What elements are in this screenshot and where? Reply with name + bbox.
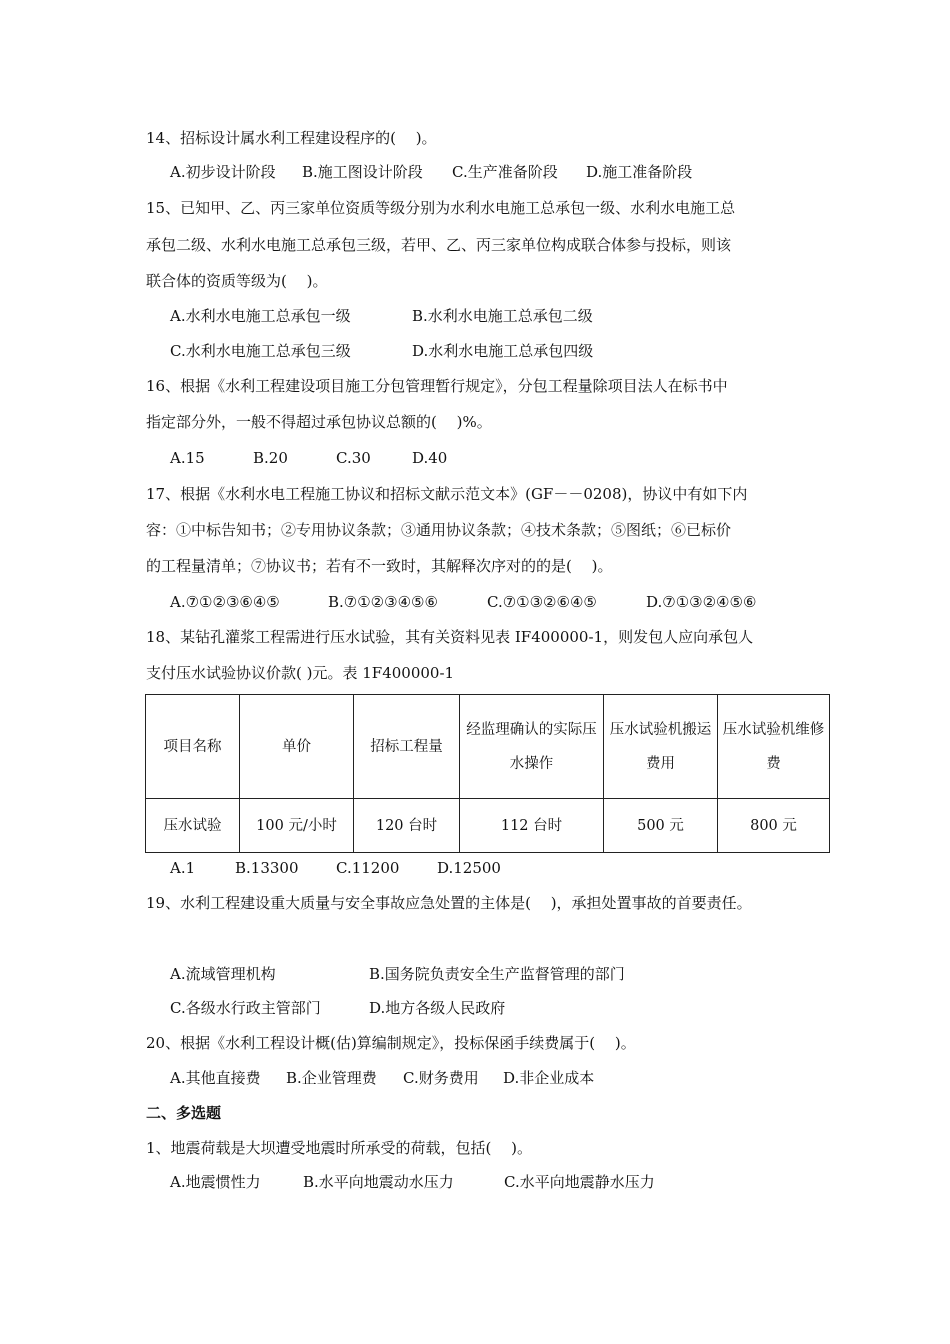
q19-option-c: C.各级水行政主管部门 bbox=[170, 999, 321, 1017]
table-header-cell: 经监理确认的实际压水操作 bbox=[460, 695, 604, 799]
section-heading-multiple-choice: 二、多选题 bbox=[146, 1104, 222, 1122]
q17-option-a: A.⑦①②③⑥④⑤ bbox=[170, 593, 280, 611]
s2q1-option-b: B.水平向地震动水压力 bbox=[303, 1173, 454, 1191]
question-16-stem-line-2: 指定部分外，一般不得超过承包协议总额的( )%。 bbox=[146, 413, 492, 431]
s2q1-option-a: A.地震惯性力 bbox=[170, 1173, 261, 1191]
q16-option-c: C.30 bbox=[336, 449, 371, 467]
q17-option-c: C.⑦①③②⑥④⑤ bbox=[487, 593, 597, 611]
q18-option-b: B.13300 bbox=[235, 859, 299, 877]
question-20-stem: 20、根据《水利工程设计概(估)算编制规定》，投标保函手续费属于( )。 bbox=[146, 1034, 636, 1052]
table-header-cell: 压水试验机维修费 bbox=[718, 695, 830, 799]
question-17-stem-line-2: 容：①中标告知书；②专用协议条款；③通用协议条款；④技术条款；⑤图纸；⑥已标价 bbox=[146, 521, 732, 539]
table-cell: 100 元/小时 bbox=[240, 799, 354, 853]
q18-option-c: C.11200 bbox=[336, 859, 400, 877]
question-14-stem: 14、招标设计属水利工程建设程序的( )。 bbox=[146, 129, 437, 147]
q19-option-b: B.国务院负责安全生产监督管理的部门 bbox=[369, 965, 625, 983]
q14-option-d: D.施工准备阶段 bbox=[586, 163, 693, 181]
question-16-stem-line-1: 16、根据《水利工程建设项目施工分包管理暂行规定》，分包工程量除项目法人在标书中 bbox=[146, 377, 728, 395]
q16-option-b: B.20 bbox=[253, 449, 288, 467]
table-cell: 500 元 bbox=[604, 799, 718, 853]
q16-option-a: A.15 bbox=[170, 449, 205, 467]
q14-option-a: A.初步设计阶段 bbox=[170, 163, 276, 181]
table-header-cell: 招标工程量 bbox=[354, 695, 460, 799]
q15-option-a: A.水利水电施工总承包一级 bbox=[170, 307, 351, 325]
table-cell: 压水试验 bbox=[146, 799, 240, 853]
q17-option-b: B.⑦①②③④⑤⑥ bbox=[328, 593, 438, 611]
question-15-stem-line-1: 15、已知甲、乙、丙三家单位资质等级分别为水利水电施工总承包一级、水利水电施工总 bbox=[146, 199, 736, 217]
q20-option-c: C.财务费用 bbox=[403, 1069, 479, 1087]
s2q1-option-c: C.水平向地震静水压力 bbox=[504, 1173, 655, 1191]
question-15-stem-line-2: 承包二级、水利水电施工总承包三级，若甲、乙、丙三家单位构成联合体参与投标，则该 bbox=[146, 236, 732, 254]
question-17-stem-line-1: 17、根据《水利水电工程施工协议和招标文献示范文本》(GF－－0208)，协议中有如下内 bbox=[146, 485, 748, 503]
table-header-row bbox=[146, 695, 830, 799]
q20-option-d: D.非企业成本 bbox=[503, 1069, 595, 1087]
question-18-stem-line-1: 18、某钻孔灌浆工程需进行压水试验，其有关资料见表 IF400000-1，则发包人应向承包人 bbox=[146, 628, 754, 646]
q16-option-d: D.40 bbox=[412, 449, 448, 467]
table-row bbox=[146, 799, 830, 853]
question-19-stem: 19、水利工程建设重大质量与安全事故应急处置的主体是( )，承担处置事故的首要责任。 bbox=[146, 894, 752, 912]
table-header-cell: 压水试验机搬运费用 bbox=[604, 695, 718, 799]
table-header-cell: 单价 bbox=[240, 695, 354, 799]
q15-option-d: D.水利水电施工总承包四级 bbox=[412, 342, 594, 360]
q17-option-d: D.⑦①③②④⑤⑥ bbox=[646, 593, 757, 611]
table-cell: 120 台时 bbox=[354, 799, 460, 853]
q19-option-a: A.流域管理机构 bbox=[170, 965, 276, 983]
q18-option-d: D.12500 bbox=[437, 859, 501, 877]
q15-option-c: C.水利水电施工总承包三级 bbox=[170, 342, 351, 360]
q18-option-a: A.1 bbox=[170, 859, 196, 877]
q19-option-d: D.地方各级人民政府 bbox=[369, 999, 506, 1017]
question-15-stem-line-3: 联合体的资质等级为( )。 bbox=[146, 272, 328, 290]
table-cell: 112 台时 bbox=[460, 799, 604, 853]
table-cell: 800 元 bbox=[718, 799, 830, 853]
q14-option-b: B.施工图设计阶段 bbox=[302, 163, 423, 181]
q14-option-c: C.生产准备阶段 bbox=[452, 163, 558, 181]
table-header-cell: 项目名称 bbox=[146, 695, 240, 799]
question-17-stem-line-3: 的工程量清单；⑦协议书；若有不一致时，其解释次序对的的是( )。 bbox=[146, 557, 613, 575]
q15-option-b: B.水利水电施工总承包二级 bbox=[412, 307, 593, 325]
q20-option-b: B.企业管理费 bbox=[286, 1069, 377, 1087]
section2-question-1-stem: 1、地震荷载是大坝遭受地震时所承受的荷载，包括( )。 bbox=[146, 1139, 533, 1157]
question-18-stem-line-2: 支付压水试验协议价款( )元。表 1F400000-1 bbox=[146, 664, 455, 682]
pressure-test-table bbox=[145, 694, 830, 853]
q20-option-a: A.其他直接费 bbox=[170, 1069, 261, 1087]
